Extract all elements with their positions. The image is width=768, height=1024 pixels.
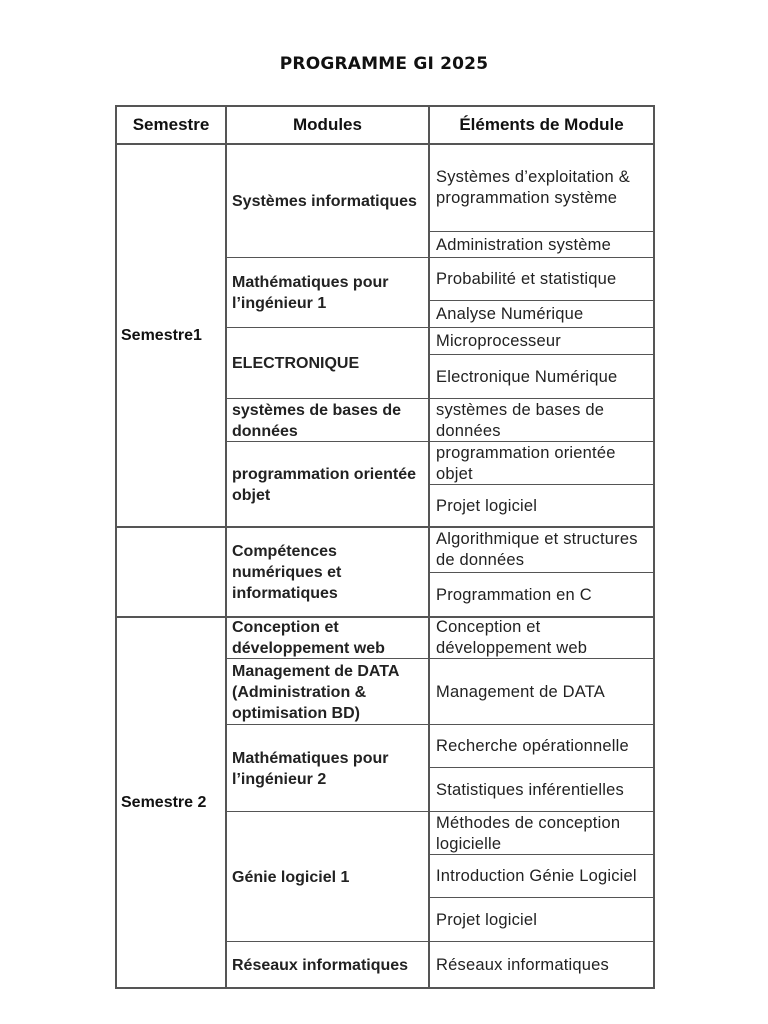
column-divider-2 bbox=[428, 106, 430, 988]
module-element: Statistiques inférentielles bbox=[436, 780, 624, 799]
row-line bbox=[225, 257, 655, 258]
module-name: systèmes de bases de données bbox=[232, 401, 401, 440]
module-name: Conception et développement web bbox=[232, 619, 385, 657]
module-element: Electronique Numérique bbox=[436, 367, 618, 386]
module-element: systèmes de bases de données bbox=[436, 400, 605, 440]
module-name: Systèmes informatiques bbox=[232, 192, 417, 210]
module-element: Projet logiciel bbox=[436, 910, 538, 929]
module-name: Génie logiciel 1 bbox=[232, 868, 350, 886]
module-name: programmation orientée objet bbox=[232, 465, 417, 504]
module-name: Mathématiques pour l’ingénieur 1 bbox=[232, 274, 389, 312]
module-name: Management de DATA (Administration & optimisation BD) bbox=[232, 662, 399, 722]
module-element: Microprocesseur bbox=[436, 332, 561, 350]
module-element: Réseaux informatiques bbox=[436, 955, 609, 974]
row-line bbox=[225, 941, 655, 942]
module-element: Algorithmique et structures de données bbox=[436, 530, 638, 569]
module-element: Conception et développement web bbox=[436, 618, 588, 657]
header-elements: Éléments de Module bbox=[459, 115, 624, 134]
row-line bbox=[225, 327, 655, 328]
semester-label: Semestre1 bbox=[121, 326, 202, 344]
header-modules: Modules bbox=[293, 115, 362, 134]
module-element: Projet logiciel bbox=[436, 496, 538, 515]
row-line bbox=[428, 231, 655, 232]
row-line bbox=[428, 354, 655, 355]
module-element: Analyse Numérique bbox=[436, 305, 584, 323]
module-element: Management de DATA bbox=[436, 682, 605, 701]
module-element: Probabilité et statistique bbox=[436, 270, 617, 288]
table-border-left bbox=[115, 106, 117, 988]
row-line bbox=[428, 300, 655, 301]
row-line bbox=[428, 767, 655, 768]
row-line bbox=[428, 572, 655, 573]
module-element: Introduction Génie Logiciel bbox=[436, 867, 637, 885]
semester-label bbox=[121, 528, 225, 616]
module-name: ELECTRONIQUE bbox=[232, 355, 360, 372]
row-line bbox=[225, 724, 655, 725]
module-element: Recherche opérationnelle bbox=[436, 737, 629, 755]
row-line bbox=[428, 897, 655, 898]
module-name: Mathématiques pour l’ingénieur 2 bbox=[232, 749, 389, 788]
module-name: Compétences numériques et informatiques bbox=[232, 542, 342, 602]
column-divider-1 bbox=[225, 106, 227, 988]
module-element: programmation orientée objet bbox=[436, 443, 616, 483]
semester-label: Semestre 2 bbox=[121, 793, 207, 811]
module-element: Administration système bbox=[436, 235, 611, 254]
row-line bbox=[115, 987, 655, 989]
module-element: Programmation en C bbox=[436, 585, 592, 604]
module-element: Systèmes d’exploitation & programmation système bbox=[436, 168, 630, 207]
header-semestre: Semestre bbox=[132, 115, 210, 134]
module-element: Méthodes de conception logicielle bbox=[436, 813, 621, 853]
document-title: PROGRAMME GI 2025 bbox=[279, 54, 489, 74]
module-name: Réseaux informatiques bbox=[232, 956, 409, 974]
